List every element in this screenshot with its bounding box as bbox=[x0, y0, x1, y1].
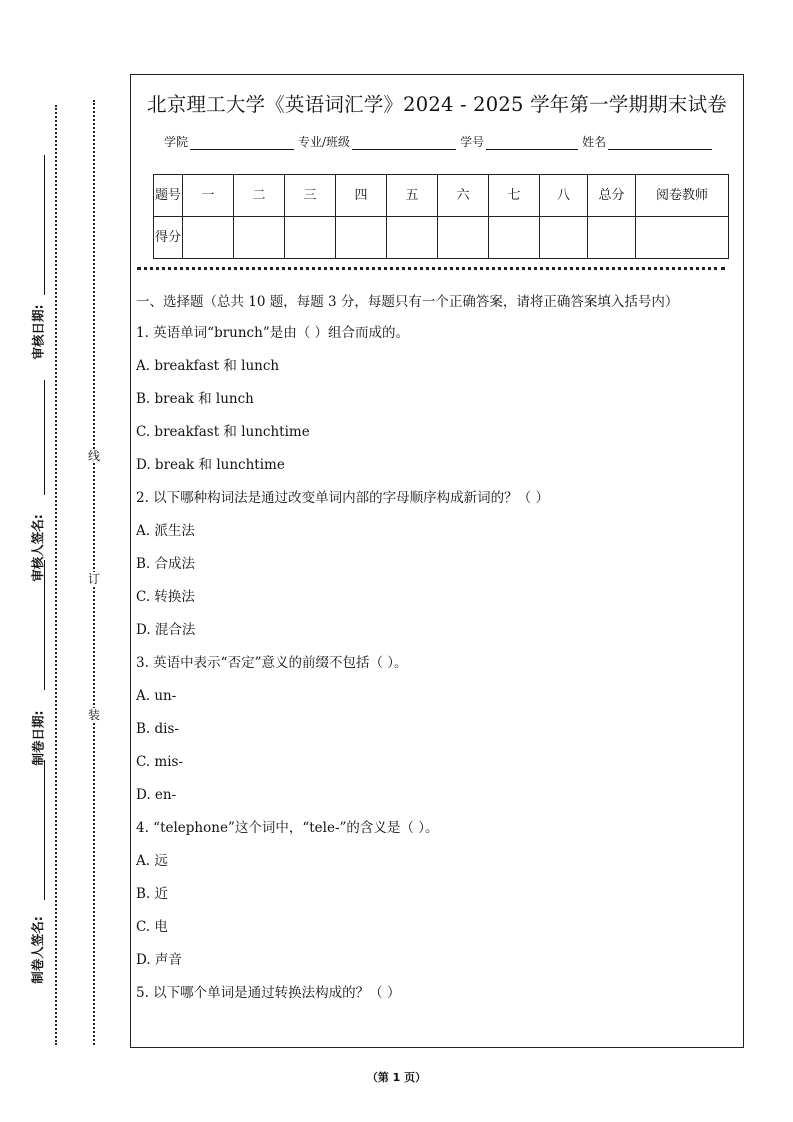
reviewer-sign-line bbox=[44, 380, 45, 495]
review-date-line bbox=[44, 155, 45, 295]
exam-title: 北京理工大学《英语词汇学》2024 - 2025 学年第一学期期末试卷 bbox=[147, 93, 727, 116]
question-4-option-d: D. 声音 bbox=[136, 952, 182, 968]
section-heading: 一、选择题（总共 10 题，每题 3 分，每题只有一个正确答案，请将正确答案填入括号内） bbox=[136, 294, 679, 310]
col-4: 四 bbox=[336, 175, 387, 217]
question-4: 4. “telephone”这个词中，“tele-”的含义是（ ）。 bbox=[136, 820, 439, 836]
col-grader: 阅卷教师 bbox=[636, 175, 729, 217]
question-1-option-a: A. breakfast 和 lunch bbox=[136, 358, 280, 374]
exam-frame bbox=[130, 74, 744, 1048]
question-1-option-d: D. break 和 lunchtime bbox=[136, 457, 285, 473]
question-4-option-b: B. 近 bbox=[136, 886, 169, 902]
reviewer-sign-label: 审核人签名: bbox=[30, 514, 45, 582]
student-info-row bbox=[164, 133, 716, 150]
binding-char-line: 线 bbox=[87, 449, 100, 463]
col-1: 一 bbox=[183, 175, 234, 217]
maker-sign-label: 制卷人签名: bbox=[30, 916, 45, 984]
score-cell-6[interactable] bbox=[438, 217, 489, 259]
score-cell-grader[interactable] bbox=[636, 217, 729, 259]
question-3-option-d: D. en- bbox=[136, 787, 177, 803]
col-5: 五 bbox=[387, 175, 438, 217]
question-2-option-c: C. 转换法 bbox=[136, 589, 195, 605]
score-cell-2[interactable] bbox=[234, 217, 285, 259]
dotted-separator bbox=[137, 267, 725, 270]
col-6: 六 bbox=[438, 175, 489, 217]
name-label: 姓名 bbox=[582, 135, 607, 149]
score-cell-3[interactable] bbox=[285, 217, 336, 259]
question-1-option-c: C. breakfast 和 lunchtime bbox=[136, 424, 310, 440]
question-3-option-b: B. dis- bbox=[136, 721, 179, 737]
question-2: 2. 以下哪种构词法是通过改变单词内部的字母顺序构成新词的？（ ） bbox=[136, 490, 549, 506]
major-class-field[interactable] bbox=[352, 135, 456, 150]
score-cell-5[interactable] bbox=[387, 217, 438, 259]
maker-date-line bbox=[44, 560, 45, 690]
question-2-option-a: A. 派生法 bbox=[136, 523, 195, 539]
question-3-option-a: A. un- bbox=[136, 688, 177, 704]
student-id-label: 学号 bbox=[460, 135, 485, 149]
question-2-option-b: B. 合成法 bbox=[136, 556, 196, 572]
college-label: 学院 bbox=[164, 135, 189, 149]
student-id-field[interactable] bbox=[486, 135, 578, 150]
question-5: 5. 以下哪个单词是通过转换法构成的？（ ） bbox=[136, 985, 401, 1001]
question-content bbox=[136, 291, 735, 1014]
col-7: 七 bbox=[489, 175, 540, 217]
question-3-option-c: C. mis- bbox=[136, 754, 184, 770]
major-class-label: 专业/班级 bbox=[298, 135, 351, 149]
score-cell-total[interactable] bbox=[588, 217, 636, 259]
col-8: 八 bbox=[540, 175, 588, 217]
binding-char-bind: 装 bbox=[87, 708, 100, 722]
question-2-option-d: D. 混合法 bbox=[136, 622, 196, 638]
binding-char-staple: 订 bbox=[87, 572, 100, 586]
college-field[interactable] bbox=[190, 135, 294, 150]
score-cell-7[interactable] bbox=[489, 217, 540, 259]
score-cell-8[interactable] bbox=[540, 217, 588, 259]
score-cell-4[interactable] bbox=[336, 217, 387, 259]
col-total: 总分 bbox=[588, 175, 636, 217]
score-table bbox=[153, 174, 729, 259]
row-header-question: 题号 bbox=[154, 175, 183, 217]
name-field[interactable] bbox=[608, 135, 712, 150]
question-3: 3. 英语中表示“否定”意义的前缀不包括（ ）。 bbox=[136, 655, 408, 671]
question-4-option-a: A. 远 bbox=[136, 853, 168, 869]
maker-date-label: 制卷日期: bbox=[30, 710, 45, 766]
question-4-option-c: C. 电 bbox=[136, 919, 168, 935]
maker-sign-line bbox=[44, 760, 45, 900]
question-1-option-b: B. break 和 lunch bbox=[136, 391, 254, 407]
page-number: （第 1 页） bbox=[366, 1071, 427, 1084]
col-3: 三 bbox=[285, 175, 336, 217]
col-2: 二 bbox=[234, 175, 285, 217]
row-header-score: 得分 bbox=[154, 217, 183, 259]
score-cell-1[interactable] bbox=[183, 217, 234, 259]
review-date-label: 审核日期: bbox=[30, 304, 45, 360]
outer-dotted-line bbox=[55, 105, 57, 1045]
question-1: 1. 英语单词“brunch”是由（ ）组合而成的。 bbox=[136, 325, 410, 341]
